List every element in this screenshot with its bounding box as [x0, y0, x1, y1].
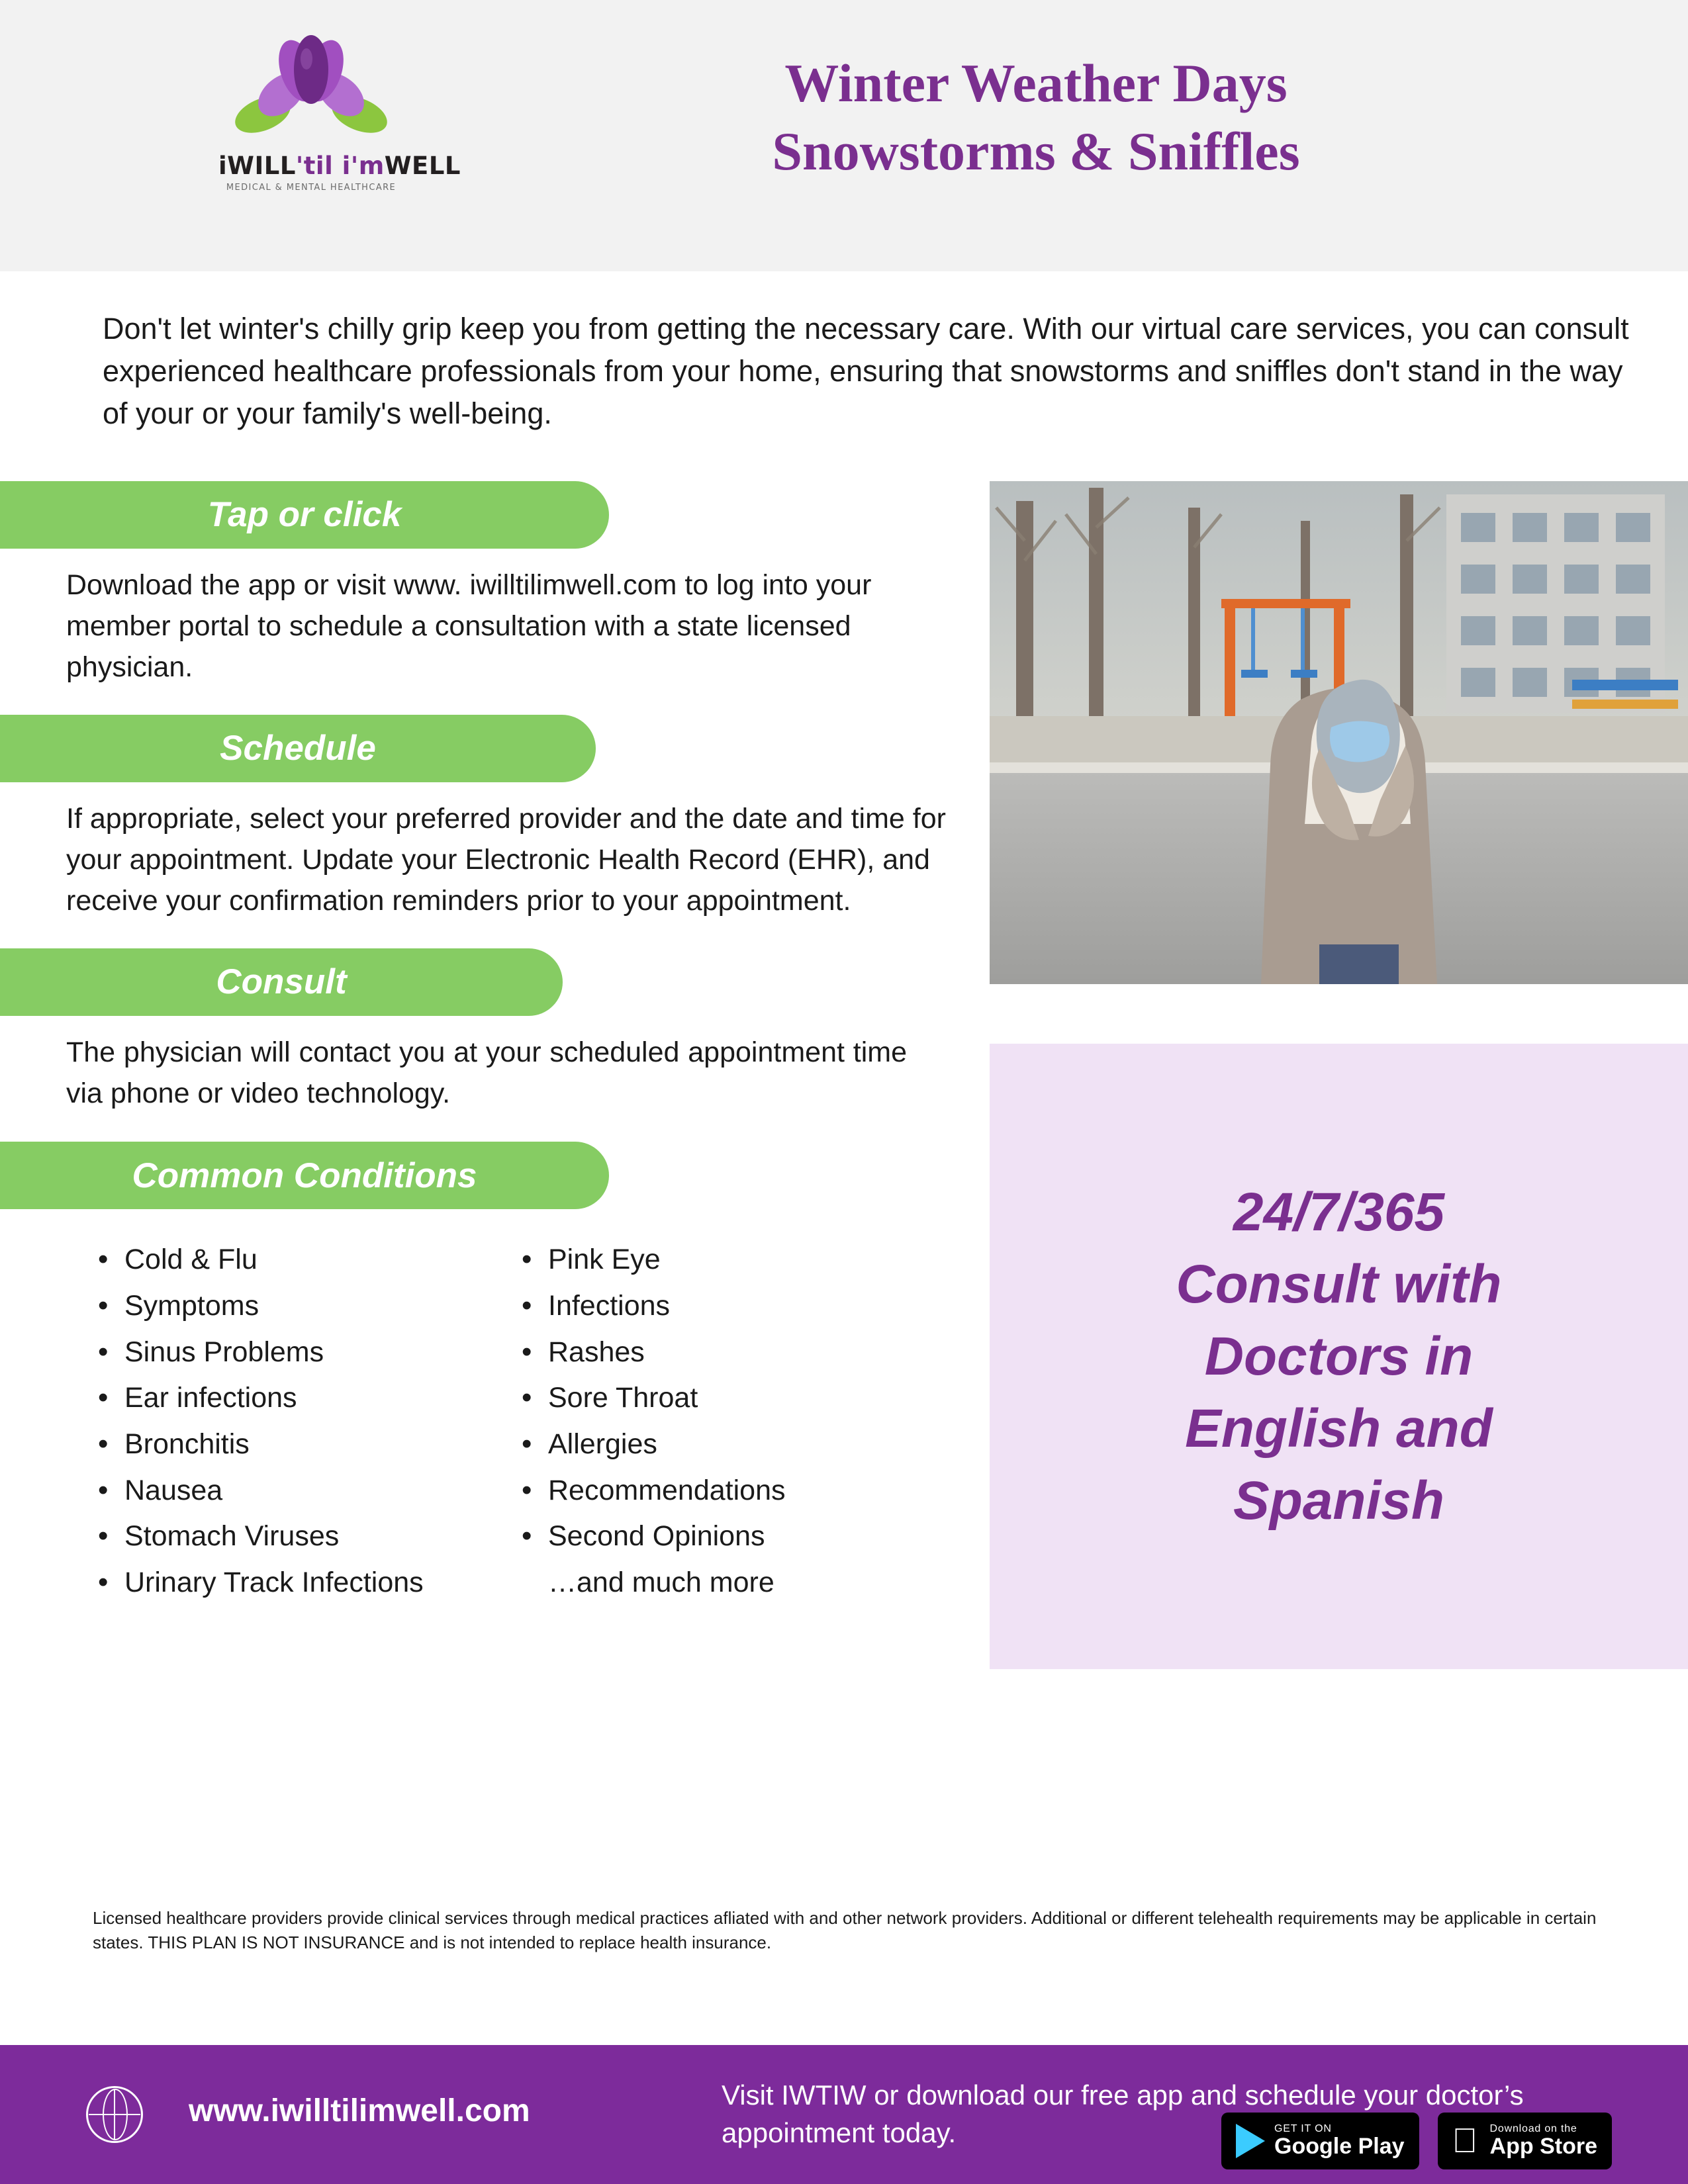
app-store-badge-label: App Store: [1489, 2133, 1597, 2159]
promo-line-2: Consult with: [1176, 1253, 1502, 1314]
pill-label: Common Conditions: [132, 1156, 477, 1195]
promo-line-3: Doctors in: [1204, 1326, 1474, 1387]
header-titles: [424, 50, 1648, 185]
list-item: • Urinary Track Infections: [86, 1560, 457, 1606]
list-item: • Nausea: [86, 1468, 457, 1514]
pill-label: Schedule: [220, 729, 376, 768]
apple-icon: [1452, 2126, 1478, 2157]
left-column: [0, 481, 980, 1606]
pill-label: Tap or click: [207, 495, 402, 535]
list-item: • Pink Eye: [510, 1237, 907, 1283]
list-item: • Sinus Problems: [86, 1330, 457, 1376]
page-title-line2: Snowstorms & Sniffles: [772, 120, 1300, 181]
section-heading-tap-or-click: [0, 481, 609, 549]
promo-line-4: English and: [1185, 1398, 1493, 1459]
promo-text: [1150, 1176, 1528, 1537]
promo-line-1: 24/7/365: [1233, 1181, 1445, 1242]
section-body-tap-or-click: Download the app or visit www. iwilltilimwell.com to log into your member portal to schedule a consultation with a state licensed physician.: [66, 569, 872, 684]
promo-line-5: Spanish: [1233, 1470, 1444, 1531]
google-play-icon: [1236, 2124, 1265, 2158]
footer: [0, 2045, 1688, 2184]
google-play-badge[interactable]: [1221, 2113, 1419, 2169]
list-item: • Cold & Flu: [86, 1237, 457, 1283]
photo-illustration: [990, 481, 1688, 984]
list-item: • Ear infections: [86, 1375, 457, 1422]
conditions-column-right: [510, 1237, 907, 1606]
disclaimer-text: Licensed healthcare providers provide clinical services through medical practices afliated with and other network providers. Additional or different telehealth requirements may be applicable in certain states. THIS PLAN IS NOT INSURANCE and is not intended to replace health insurance.: [93, 1908, 1597, 1952]
list-item: • Second Opinions: [510, 1514, 907, 1560]
right-column: [990, 481, 1688, 1669]
logo-tagline: MEDICAL & MENTAL HEALTHCARE: [226, 183, 397, 193]
google-play-badge-small-label: GET IT ON: [1274, 2122, 1332, 2134]
lotus-logo-icon: [235, 30, 387, 156]
google-play-badge-label: Google Play: [1274, 2133, 1405, 2159]
section-heading-common-conditions: [0, 1142, 609, 1209]
page-title-line1: Winter Weather Days: [784, 53, 1288, 113]
section-body-consult: The physician will contact you at your scheduled appointment time via phone or video technology.: [66, 1036, 907, 1110]
photo-person-wearing-mask-in-winter: [990, 481, 1688, 984]
conditions-column-left: [86, 1237, 457, 1606]
list-item-note: …and much more: [548, 1567, 774, 1599]
list-item: • Stomach Viruses: [86, 1514, 457, 1560]
intro-paragraph: Don't let winter's chilly grip keep you from getting the necessary care. With our virtual care services, you can consult experienced healthcare professionals from your home, ensuring that snowstorms and sniffles don't stand in the way of your or your family's well-being.: [103, 312, 1629, 430]
globe-icon: [86, 2086, 143, 2143]
app-store-badges: [1221, 2113, 1612, 2169]
footer-message: Visit IWTIW or download our free app and schedule your doctor’s appointment today.: [722, 2079, 1524, 2148]
logo: [218, 30, 461, 193]
section-heading-consult: [0, 948, 563, 1016]
list-item: • Symptoms: [86, 1283, 457, 1330]
conditions-lists: [86, 1237, 980, 1606]
list-item: • Infections: [510, 1283, 907, 1330]
app-store-badge[interactable]: [1438, 2113, 1612, 2169]
list-item: • Bronchitis: [86, 1422, 457, 1468]
body-area: [0, 481, 1688, 1924]
header: [0, 0, 1688, 271]
list-item: • Sore Throat: [510, 1375, 907, 1422]
list-item: • Recommendations: [510, 1468, 907, 1514]
list-item: • Rashes: [510, 1330, 907, 1376]
promo-box: [990, 1044, 1688, 1669]
section-heading-schedule: [0, 715, 596, 782]
app-store-badge-small-label: Download on the: [1489, 2122, 1577, 2134]
section-body-schedule: If appropriate, select your preferred provider and the date and time for your appointment. Update your Electronic Health Record (EHR), and receive your confirmation reminders prior to your appointment.: [66, 802, 946, 917]
logo-wordmark: iWILL'til i'mWELL: [218, 152, 461, 180]
footer-website-link[interactable]: www.iwilltilimwell.com: [189, 2093, 530, 2128]
list-item: • Allergies: [510, 1422, 907, 1468]
pill-label: Consult: [216, 962, 347, 1002]
